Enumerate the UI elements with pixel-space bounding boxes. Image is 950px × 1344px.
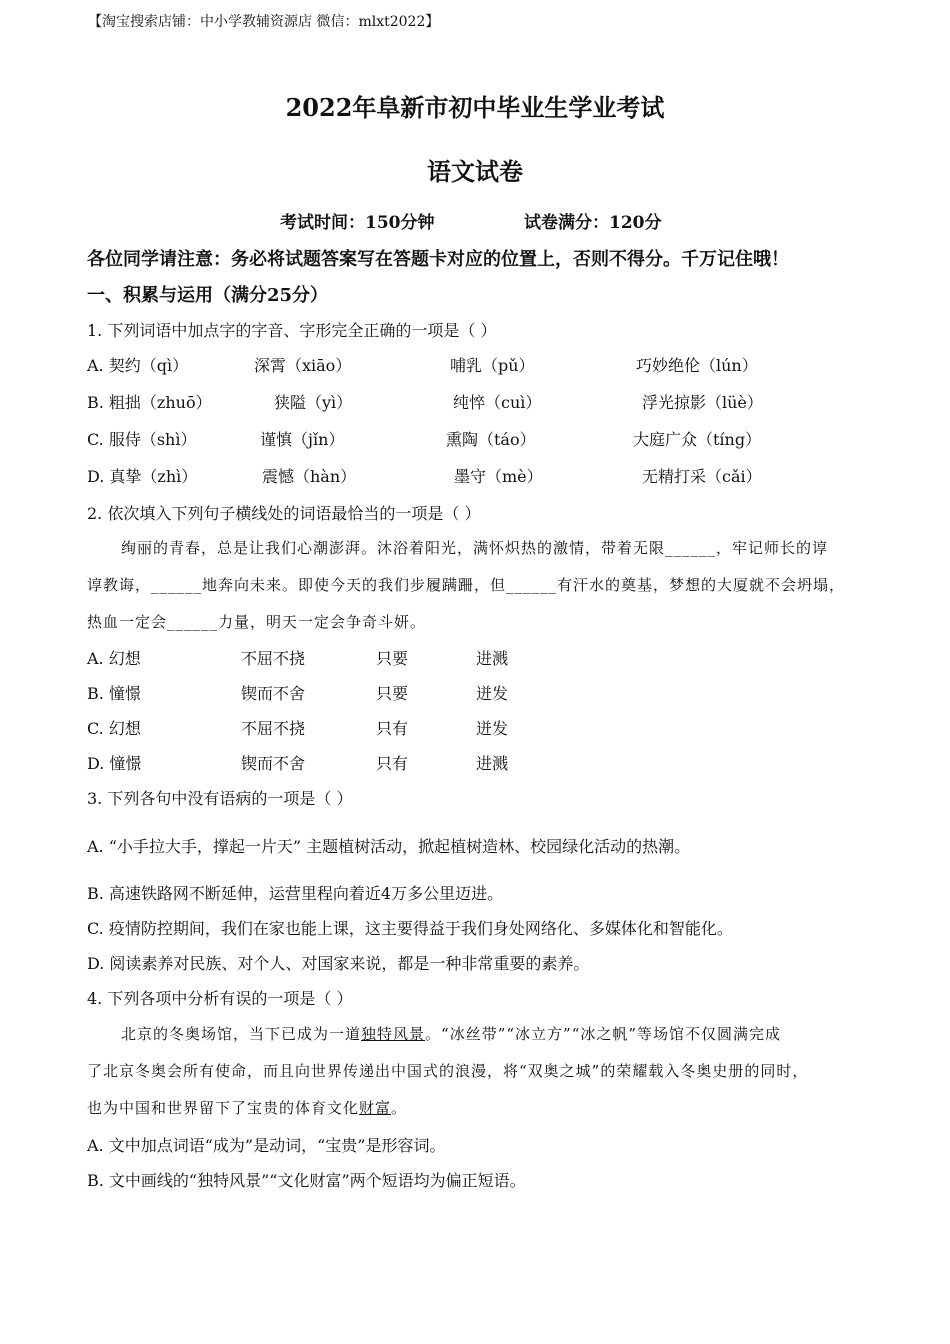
option-cell: 锲而不舍: [241, 684, 306, 703]
full-score: 试卷满分：120分: [524, 213, 662, 233]
option-cell: 不屈不挠: [241, 719, 306, 738]
option-b: B. 高速铁路网不断延伸，运营里程向着近4万多公里迈进。: [87, 884, 504, 903]
option-cell: 狭隘（yì）: [274, 393, 353, 412]
exam-subtitle: 语文试卷: [427, 157, 523, 186]
underlined-phrase: 独特风景: [361, 1025, 426, 1043]
option-cell: 巧妙绝伦（lún）: [636, 356, 758, 375]
passage-line: 谆教诲，______地奔向未来。即使今天的我们步履蹒跚，但______有汗水的奠基，梦想的大厦就不会坍塌，: [87, 576, 846, 594]
passage-line: 绚丽的青春，总是让我们心潮澎湃。沐浴着阳光，满怀炽热的激情，带着无限______，牢记师长的谆: [121, 539, 829, 557]
question-2-stem: 2. 依次填入下列句子横线处的词语最恰当的一项是（ ）: [87, 504, 481, 523]
option-a: A. 文中加点词语“成为”是动词，“宝贵”是形容词。: [87, 1136, 446, 1155]
option-cell: B. 憧憬: [87, 684, 141, 703]
passage-text: 。“冰丝带”“冰立方”“冰之帆”等场馆不仅圆满完成: [425, 1025, 782, 1043]
option-cell: 迸发: [476, 719, 509, 738]
option-cell: 深霄（xiāo）: [254, 356, 352, 375]
section-heading: 一、积累与运用（满分25分）: [87, 285, 329, 306]
option-d: D. 阅读素养对民族、对个人、对国家来说，都是一种非常重要的素养。: [87, 954, 590, 973]
passage-text: 北京的冬奥场馆，当下已成为一道: [121, 1025, 362, 1043]
option-cell: 震憾（hàn）: [262, 467, 357, 486]
question-4-stem: 4. 下列各项中分析有误的一项是（ ）: [87, 989, 353, 1008]
option-cell: 纯悴（cuì）: [453, 393, 542, 412]
option-cell: D. 憧憬: [87, 754, 142, 773]
option-cell: 谨慎（jǐn）: [260, 430, 345, 449]
option-a: A. “小手拉大手，撑起一片天” 主题植树活动，掀起植树造林、校园绿化活动的热潮。: [87, 837, 691, 856]
option-cell: A. 契约（qì）: [87, 356, 189, 375]
option-cell: C. 幻想: [87, 719, 141, 738]
exam-time: 考试时间：150分钟: [280, 213, 435, 233]
option-cell: 熏陶（táo）: [446, 430, 536, 449]
option-cell: 只有: [376, 719, 409, 738]
option-cell: 浮光掠影（lüè）: [642, 393, 763, 412]
header-note: 【淘宝搜索店铺：中小学教辅资源店 微信：mlxt2022】: [88, 14, 440, 30]
option-cell: 不屈不挠: [241, 649, 306, 668]
passage-line: 热血一定会______力量，明天一定会争奇斗妍。: [87, 613, 427, 631]
option-cell: 进溅: [476, 754, 509, 773]
option-cell: 哺乳（pǔ）: [450, 356, 535, 375]
question-3-stem: 3. 下列各句中没有语病的一项是（ ）: [87, 789, 353, 808]
option-cell: 大庭广众（tíng）: [633, 430, 762, 449]
option-cell: 进溅: [476, 649, 509, 668]
option-cell: D. 真挚（zhì）: [87, 467, 198, 486]
option-cell: C. 服侍（shì）: [87, 430, 197, 449]
underlined-phrase: 财富: [359, 1099, 392, 1117]
option-cell: 只有: [376, 754, 409, 773]
option-cell: A. 幻想: [87, 649, 141, 668]
exam-title: 2022年阜新市初中毕业生学业考试: [285, 93, 665, 122]
option-cell: 只要: [376, 684, 409, 703]
passage-line: [87, 1097, 877, 1118]
passage-text: 也为中国和世界留下了宝贵的体育文化: [87, 1099, 360, 1117]
option-cell: 无精打采（cǎi）: [642, 467, 762, 486]
option-cell: 只要: [376, 649, 409, 668]
notice: 各位同学请注意：务必将试题答案写在答题卡对应的位置上，否则不得分。千万记住哦！: [87, 249, 789, 270]
option-c: C. 疫情防控期间，我们在家也能上课，这主要得益于我们身处网络化、多媒体化和智能化。: [87, 919, 733, 938]
passage-text: 。: [391, 1099, 408, 1117]
passage-line: [121, 1023, 911, 1044]
option-cell: 墨守（mè）: [454, 467, 543, 486]
option-cell: B. 粗拙（zhuō）: [87, 393, 212, 412]
passage-line: 了北京冬奥会所有使命，而且向世界传递出中国式的浪漫，将“双奥之城”的荣耀载入冬奥史册的同时，: [87, 1062, 809, 1080]
question-1-stem: 1. 下列词语中加点字的字音、字形完全正确的一项是（ ）: [87, 321, 497, 340]
option-cell: 锲而不舍: [241, 754, 306, 773]
option-cell: 迸发: [476, 684, 509, 703]
option-b: B. 文中画线的“独特风景”“文化财富”两个短语均为偏正短语。: [87, 1171, 526, 1190]
